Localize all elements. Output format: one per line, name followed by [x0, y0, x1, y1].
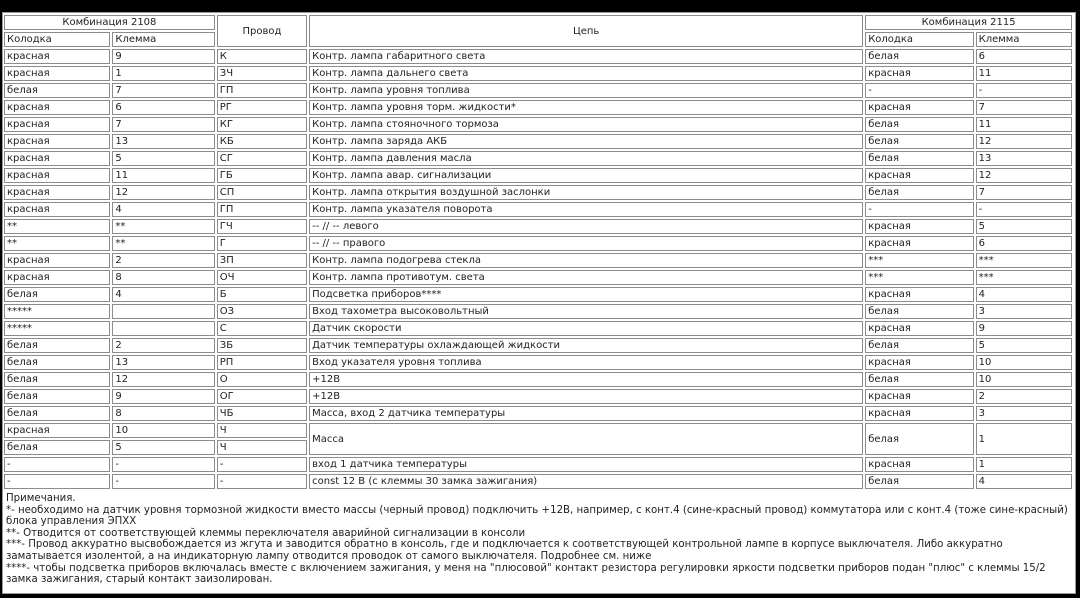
circuit: Вход указателя уровня топлива — [309, 355, 863, 370]
block-2115: *** — [865, 270, 973, 285]
terminal-2115: - — [976, 202, 1072, 217]
terminal-2108: 7 — [112, 117, 214, 132]
block-2115: красная — [865, 236, 973, 251]
terminal-2108: 6 — [112, 100, 214, 115]
block-2108: красная — [4, 202, 110, 217]
terminal-2115: *** — [976, 270, 1072, 285]
terminal-2115: 9 — [976, 321, 1072, 336]
wire-code: РГ — [217, 100, 307, 115]
terminal-2108: 7 — [112, 83, 214, 98]
wire-code: Б — [217, 287, 307, 302]
circuit: Вход тахометра высоковольтный — [309, 304, 863, 319]
terminal-2115: 11 — [976, 66, 1072, 81]
terminal-2115: 6 — [976, 49, 1072, 64]
wire-code: - — [217, 457, 307, 472]
wire-code: ЗБ — [217, 338, 307, 353]
terminal-2115: 1 — [976, 423, 1072, 455]
table-row — [4, 355, 1072, 370]
header-2115: Комбинация 2115 — [865, 15, 1072, 30]
wire-code: Ч — [217, 423, 307, 438]
block-2108: красная — [4, 253, 110, 268]
block-2115: белая — [865, 474, 973, 489]
terminal-2108: 12 — [112, 372, 214, 387]
circuit: Датчик температуры охлаждающей жидкости — [309, 338, 863, 353]
table-row — [4, 423, 1072, 438]
terminal-2108: 10 — [112, 423, 214, 438]
circuit: Датчик скорости — [309, 321, 863, 336]
block-2115: красная — [865, 66, 973, 81]
wire-code: КГ — [217, 117, 307, 132]
block-2108: белая — [4, 338, 110, 353]
block-2115: красная — [865, 457, 973, 472]
terminal-2108: 9 — [112, 389, 214, 404]
wire-code: РП — [217, 355, 307, 370]
terminal-2108: 12 — [112, 185, 214, 200]
table-row — [4, 253, 1072, 268]
table-row — [4, 474, 1072, 489]
block-2108: белая — [4, 372, 110, 387]
block-2115: красная — [865, 287, 973, 302]
table-row — [4, 457, 1072, 472]
terminal-2115: 10 — [976, 372, 1072, 387]
table-row — [4, 287, 1072, 302]
wire-code: ЗП — [217, 253, 307, 268]
terminal-2115: 7 — [976, 100, 1072, 115]
terminal-2115: 11 — [976, 117, 1072, 132]
block-2115: красная — [865, 321, 973, 336]
terminal-2108: 2 — [112, 338, 214, 353]
table-row — [4, 202, 1072, 217]
table-row — [4, 151, 1072, 166]
terminal-2108: - — [112, 474, 214, 489]
table-row — [4, 304, 1072, 319]
wire-code: ГП — [217, 83, 307, 98]
circuit: +12В — [309, 372, 863, 387]
wiring-table — [2, 13, 1074, 491]
circuit: Контр. лампа подогрева стекла — [309, 253, 863, 268]
terminal-2108: 4 — [112, 287, 214, 302]
table-row — [4, 100, 1072, 115]
block-2108: ** — [4, 219, 110, 234]
note-2: **- Отводится от соответствующей клеммы переключателя аварийной сигнализации в консоли — [6, 527, 526, 539]
wire-code: О — [217, 372, 307, 387]
terminal-2108: 1 — [112, 66, 214, 81]
terminal-2115: 5 — [976, 338, 1072, 353]
block-2115: красная — [865, 406, 973, 421]
notes — [3, 491, 1075, 586]
wire-code: СГ — [217, 151, 307, 166]
table-row — [4, 185, 1072, 200]
terminal-2115: 4 — [976, 287, 1072, 302]
terminal-2115: 4 — [976, 474, 1072, 489]
circuit: Контр. лампа авар. сигнализации — [309, 168, 863, 183]
wire-code: СП — [217, 185, 307, 200]
block-2115: красная — [865, 355, 973, 370]
terminal-2115: 12 — [976, 134, 1072, 149]
terminal-2115: 1 — [976, 457, 1072, 472]
block-2108: красная — [4, 117, 110, 132]
block-2115: - — [865, 83, 973, 98]
terminal-2115: 3 — [976, 304, 1072, 319]
circuit: Масса, вход 2 датчика температуры — [309, 406, 863, 421]
block-2115: красная — [865, 389, 973, 404]
header-terminal-2115: Клемма — [976, 32, 1072, 47]
wire-code: - — [217, 474, 307, 489]
table-row — [4, 117, 1072, 132]
header-circuit: Цепь — [309, 15, 863, 47]
terminal-2115: 12 — [976, 168, 1072, 183]
wire-code: Ч — [217, 440, 307, 455]
wire-code: К — [217, 49, 307, 64]
circuit: Контр. лампа давления масла — [309, 151, 863, 166]
wire-code: С — [217, 321, 307, 336]
header-block-2108: Колодка — [4, 32, 110, 47]
notes-title: Примечания. — [6, 493, 76, 504]
block-2108: - — [4, 457, 110, 472]
block-2115: белая — [865, 304, 973, 319]
document-frame — [2, 12, 1076, 594]
terminal-2108: 5 — [112, 151, 214, 166]
block-2115: белая — [865, 49, 973, 64]
note-3: ***- Провод аккуратно высвобождается из жгута и заводится обратно в консоль, где и подключается к соответствующей контрольной лампе в корпусе выключателя. Либо аккуратно заматывается изолентой, а на индикаторную лампу отводится проводок от самого выключателя. Подробнее см. ниже — [6, 539, 1003, 562]
table-row — [4, 406, 1072, 421]
circuit: +12В — [309, 389, 863, 404]
terminal-2108 — [112, 304, 214, 319]
header-terminal-2108: Клемма — [112, 32, 214, 47]
block-2108: ** — [4, 236, 110, 251]
terminal-2108: 2 — [112, 253, 214, 268]
block-2108: белая — [4, 83, 110, 98]
block-2108: красная — [4, 66, 110, 81]
terminal-2115: - — [976, 83, 1072, 98]
circuit: const 12 В (с клеммы 30 замка зажигания) — [309, 474, 863, 489]
block-2115: - — [865, 202, 973, 217]
terminal-2108: 9 — [112, 49, 214, 64]
table-row — [4, 270, 1072, 285]
block-2108: белая — [4, 406, 110, 421]
wire-code: ГБ — [217, 168, 307, 183]
circuit: Контр. лампа указателя поворота — [309, 202, 863, 217]
circuit: Контр. лампа открытия воздушной заслонки — [309, 185, 863, 200]
block-2108: красная — [4, 185, 110, 200]
block-2108: белая — [4, 287, 110, 302]
header-wire: Провод — [217, 15, 307, 47]
table-row — [4, 134, 1072, 149]
wire-code: ЧБ — [217, 406, 307, 421]
block-2115: *** — [865, 253, 973, 268]
terminal-2115: 3 — [976, 406, 1072, 421]
header-2108: Комбинация 2108 — [4, 15, 215, 30]
terminal-2108: ** — [112, 219, 214, 234]
block-2108: красная — [4, 423, 110, 438]
circuit: Масса — [309, 423, 863, 455]
table-row — [4, 49, 1072, 64]
terminal-2108: - — [112, 457, 214, 472]
block-2115: белая — [865, 134, 973, 149]
circuit: Контр. лампа стояночного тормоза — [309, 117, 863, 132]
block-2115: белая — [865, 423, 973, 455]
block-2115: белая — [865, 338, 973, 353]
note-4: ****- чтобы подсветка приборов включалась вместе с включением зажигания, у меня на "плюсовой" контакт резистора регулировки яркости подсветки приборов подан "плюс" с клеммы 15/2 замка зажигания, старый контакт заизолирован. — [6, 562, 1046, 586]
wire-code: ЗЧ — [217, 66, 307, 81]
terminal-2115: 6 — [976, 236, 1072, 251]
block-2108: красная — [4, 100, 110, 115]
block-2115: красная — [865, 100, 973, 115]
circuit: -- // -- правого — [309, 236, 863, 251]
terminal-2108: 8 — [112, 406, 214, 421]
terminal-2108: 13 — [112, 134, 214, 149]
terminal-2108: 11 — [112, 168, 214, 183]
block-2108: красная — [4, 151, 110, 166]
circuit: Контр. лампа заряда АКБ — [309, 134, 863, 149]
block-2115: белая — [865, 185, 973, 200]
table-row — [4, 168, 1072, 183]
block-2108: белая — [4, 440, 110, 455]
note-1: *- необходимо на датчик уровня тормозной жидкости вместо массы (черный провод) подключить +12В, например, с конт.4 (сине-красный провод) коммутатора или с конт.4 (тоже сине-красный) блока управления ЭПХХ — [6, 504, 1068, 528]
terminal-2108: 8 — [112, 270, 214, 285]
table-row — [4, 372, 1072, 387]
table-row — [4, 338, 1072, 353]
terminal-2108: ** — [112, 236, 214, 251]
circuit: Контр. лампа уровня топлива — [309, 83, 863, 98]
terminal-2108 — [112, 321, 214, 336]
wire-code: КБ — [217, 134, 307, 149]
block-2108: - — [4, 474, 110, 489]
terminal-2115: 13 — [976, 151, 1072, 166]
block-2108: белая — [4, 389, 110, 404]
table-row — [4, 321, 1072, 336]
table-row — [4, 219, 1072, 234]
wire-code: ГЧ — [217, 219, 307, 234]
block-2108: красная — [4, 49, 110, 64]
circuit: Контр. лампа противотум. света — [309, 270, 863, 285]
block-2108: ***** — [4, 321, 110, 336]
header-block-2115: Колодка — [865, 32, 973, 47]
table-row — [4, 83, 1072, 98]
wire-code: ОЧ — [217, 270, 307, 285]
circuit: Контр. лампа уровня торм. жидкости* — [309, 100, 863, 115]
terminal-2108: 4 — [112, 202, 214, 217]
circuit: Контр. лампа дальнего света — [309, 66, 863, 81]
circuit: Контр. лампа габаритного света — [309, 49, 863, 64]
block-2108: ***** — [4, 304, 110, 319]
block-2108: красная — [4, 270, 110, 285]
circuit: -- // -- левого — [309, 219, 863, 234]
wire-code: ОЗ — [217, 304, 307, 319]
terminal-2115: 7 — [976, 185, 1072, 200]
table-body — [4, 49, 1072, 421]
circuit: вход 1 датчика температуры — [309, 457, 863, 472]
table-row — [4, 236, 1072, 251]
terminal-2115: 2 — [976, 389, 1072, 404]
table-body-tail — [4, 457, 1072, 489]
table-row — [4, 389, 1072, 404]
wire-code: Г — [217, 236, 307, 251]
block-2115: красная — [865, 219, 973, 234]
block-2115: белая — [865, 151, 973, 166]
terminal-2108: 5 — [112, 440, 214, 455]
table-row — [4, 66, 1072, 81]
block-2108: красная — [4, 168, 110, 183]
wire-code: ГП — [217, 202, 307, 217]
block-2108: белая — [4, 355, 110, 370]
block-2115: красная — [865, 168, 973, 183]
terminal-2115: 10 — [976, 355, 1072, 370]
block-2108: красная — [4, 134, 110, 149]
terminal-2108: 13 — [112, 355, 214, 370]
terminal-2115: 5 — [976, 219, 1072, 234]
terminal-2115: *** — [976, 253, 1072, 268]
block-2115: белая — [865, 117, 973, 132]
wire-code: ОГ — [217, 389, 307, 404]
block-2115: белая — [865, 372, 973, 387]
circuit: Подсветка приборов**** — [309, 287, 863, 302]
header-row-1 — [4, 15, 1072, 30]
